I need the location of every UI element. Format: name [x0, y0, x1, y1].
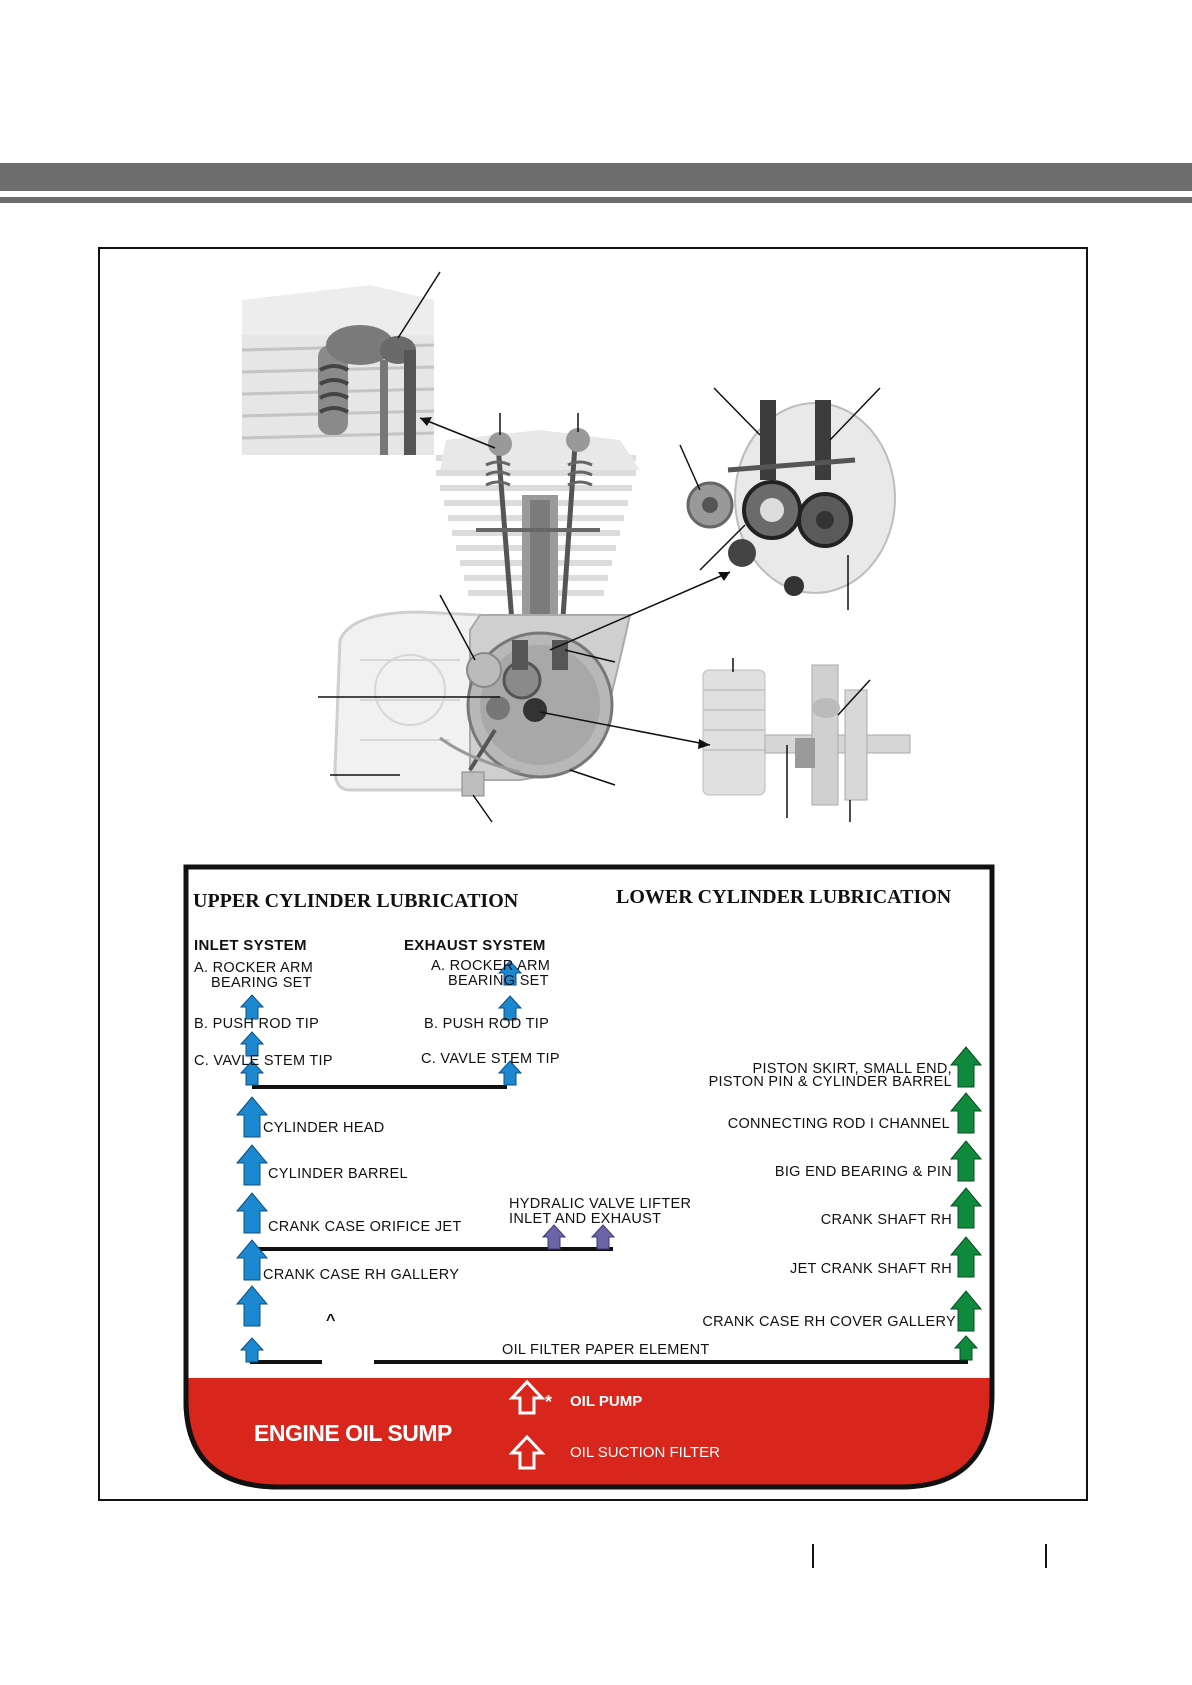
engine-main: [335, 428, 640, 796]
exhaust-valve-stem-label: C. VAVLE STEM TIP: [421, 1051, 560, 1067]
inlet-valve-stem-label: C. VAVLE STEM TIP: [194, 1053, 333, 1069]
exhaust-push-rod-label: B. PUSH ROD TIP: [424, 1016, 550, 1032]
cylinder-head-label: CYLINDER HEAD: [263, 1120, 385, 1136]
exhaust-rocker-arm-label: A. ROCKER ARM: [431, 958, 551, 974]
inlet-and-exhaust-label: INLET AND EXHAUST: [509, 1211, 662, 1227]
exhaust-system-title: EXHAUST SYSTEM: [404, 937, 546, 954]
cover-gallery-label: CRANK CASE RH COVER GALLERY: [702, 1314, 956, 1330]
lower-lubrication-title: LOWER CYLINDER LUBRICATION: [616, 886, 952, 908]
footer-divider-right: [1045, 1544, 1047, 1568]
inlet-system-title: INLET SYSTEM: [194, 937, 307, 954]
inlet-rocker-arm-label: A. ROCKER ARM: [194, 960, 314, 976]
orifice-jet-label: CRANK CASE ORIFICE JET: [268, 1219, 462, 1235]
big-end-bearing-label: BIG END BEARING & PIN: [774, 1164, 952, 1180]
connecting-rod-label: CONNECTING ROD I CHANNEL: [727, 1116, 950, 1132]
exhaust-bearing-set-label: BEARING SET: [448, 973, 549, 989]
cam-gear-inset: [688, 400, 895, 596]
piston-skirt-label: PISTON SKIRT, SMALL END,: [752, 1061, 952, 1077]
inlet-push-rod-label: B. PUSH ROD TIP: [194, 1016, 320, 1032]
caret-mark: ^: [326, 1312, 336, 1329]
oil-suction-filter-label: OIL SUCTION FILTER: [570, 1444, 721, 1461]
crank-shaft-rh-label: CRANK SHAFT RH: [820, 1212, 952, 1228]
engine-oil-sump-title: ENGINE OIL SUMP: [254, 1420, 452, 1446]
rocker-arm-inset: [242, 285, 434, 455]
piston-pin-label: PISTON PIN & CYLINDER BARREL: [708, 1074, 952, 1090]
engine-illustration: [242, 272, 910, 822]
oil-pump-label: OIL PUMP: [570, 1393, 643, 1410]
crankshaft-inset: [703, 665, 910, 805]
inlet-bearing-set-label: BEARING SET: [211, 975, 312, 991]
upper-lubrication-title: UPPER CYLINDER LUBRICATION: [193, 890, 519, 912]
cylinder-barrel-label: CYLINDER BARREL: [268, 1166, 408, 1182]
oil-pump-mark: *: [545, 1392, 553, 1412]
hydraulic-valve-lifter-label: HYDRALIC VALVE LIFTER: [509, 1196, 692, 1212]
jet-crank-shaft-label: JET CRANK SHAFT RH: [790, 1261, 952, 1277]
footer-divider-left: [812, 1544, 814, 1568]
oil-filter-label: OIL FILTER PAPER ELEMENT: [502, 1342, 710, 1358]
rh-gallery-label: CRANK CASE RH GALLERY: [263, 1267, 460, 1283]
